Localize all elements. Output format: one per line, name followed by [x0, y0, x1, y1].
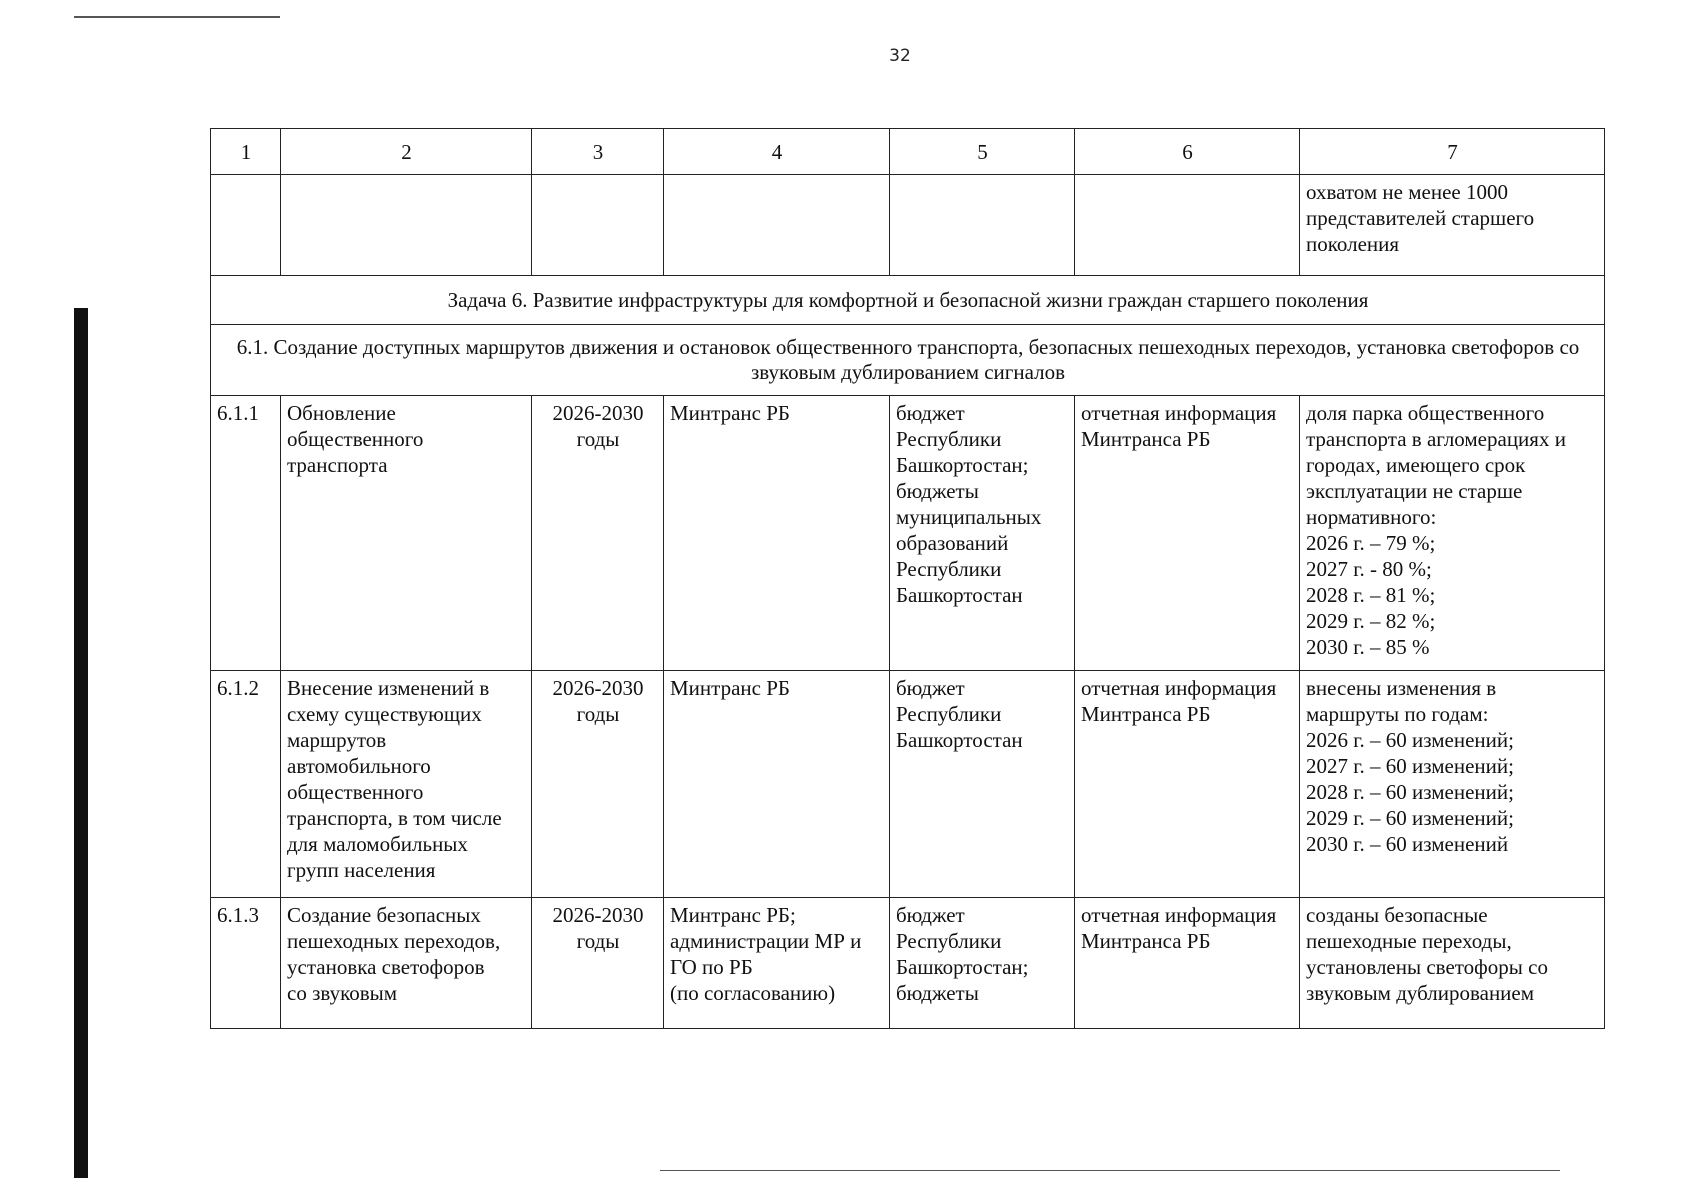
empty-cell — [890, 175, 1075, 276]
text-line: Башкортостан; — [896, 955, 1029, 979]
text-line: бюджет — [896, 676, 965, 700]
executor-cell — [664, 671, 890, 898]
text-line: 2028 г. – 60 изменений; — [1306, 780, 1514, 804]
text-line: пешеходные переходы, — [1306, 929, 1512, 953]
text-line: Минтранс РБ; — [670, 903, 796, 927]
reporting-cell — [1075, 396, 1300, 671]
text-line: нормативного: — [1306, 505, 1437, 529]
empty-cell — [1075, 175, 1300, 276]
text-line: годы — [576, 702, 620, 726]
column-number-row — [211, 129, 1605, 175]
period-cell — [532, 671, 664, 898]
measure-cell — [281, 671, 532, 898]
text-line: отчетная информация — [1081, 676, 1277, 700]
text-line: для маломобильных — [287, 832, 468, 856]
indicator-cell — [1300, 671, 1605, 898]
text-line: отчетная информация — [1081, 401, 1277, 425]
table-row — [211, 671, 1605, 898]
scan-edge-line-bottom — [660, 1170, 1560, 1171]
text-line: Минтранс РБ — [670, 401, 790, 425]
reporting-cell — [1075, 671, 1300, 898]
measure-cell — [281, 396, 532, 671]
text-line: 2027 г. – 60 изменений; — [1306, 754, 1514, 778]
column-number: 5 — [890, 129, 1075, 175]
funding-cell — [890, 898, 1075, 1029]
continuation-row — [211, 175, 1605, 276]
column-number: 3 — [532, 129, 664, 175]
scan-edge-line-top — [74, 16, 280, 18]
text-line: Минтранс РБ — [670, 676, 790, 700]
text-line: отчетная информация — [1081, 903, 1277, 927]
period-cell — [532, 396, 664, 671]
column-number: 1 — [211, 129, 281, 175]
text-line: 2026-2030 — [552, 401, 644, 425]
text-line: бюджет — [896, 903, 965, 927]
column-number: 7 — [1300, 129, 1605, 175]
text-line: групп населения — [287, 858, 436, 882]
text-line: автомобильного — [287, 754, 431, 778]
text-line: 2029 г. – 82 %; — [1306, 609, 1436, 633]
text-line: 2030 г. – 60 изменений — [1306, 832, 1509, 856]
text-line: образований — [896, 531, 1009, 555]
text-line: транспорта — [287, 453, 388, 477]
empty-cell — [211, 175, 281, 276]
text-line: 2026 г. – 60 изменений; — [1306, 728, 1514, 752]
text-line: Минтранса РБ — [1081, 929, 1211, 953]
column-number: 2 — [281, 129, 532, 175]
subtask-heading: 6.1. Создание доступных маршрутов движения и остановок общественного транспорта, безопасных пешеходных переходов, установка светофоров со звуковым дублированием сигналов — [211, 325, 1605, 396]
text-line: Минтранса РБ — [1081, 427, 1211, 451]
row-number: 6.1.3 — [211, 898, 281, 1029]
text-line: 2028 г. – 81 %; — [1306, 583, 1436, 607]
text-line: годы — [576, 427, 620, 451]
text-line: администрации МР и — [670, 929, 862, 953]
executor-cell — [664, 396, 890, 671]
text-line: Минтранса РБ — [1081, 702, 1211, 726]
indicator-cell — [1300, 396, 1605, 671]
text-line: маршрутов — [287, 728, 387, 752]
page-number: 32 — [889, 46, 911, 66]
text-line: 2026 г. – 79 %; — [1306, 531, 1436, 555]
text-line: Внесение изменений в — [287, 676, 490, 700]
text-line: Республики — [896, 929, 1002, 953]
text-line: звуковым дублированием — [1306, 981, 1535, 1005]
scan-edge-bar-left — [74, 308, 88, 1178]
text-line: схему существующих — [287, 702, 482, 726]
funding-cell — [890, 671, 1075, 898]
text-line: Создание безопасных — [287, 903, 481, 927]
text-line: (по согласованию) — [670, 981, 836, 1005]
text-line: муниципальных — [896, 505, 1042, 529]
text-line: транспорта в агломерациях и — [1306, 427, 1566, 451]
column-number: 6 — [1075, 129, 1300, 175]
text-line: ГО по РБ — [670, 955, 753, 979]
text-line: 2029 г. – 60 изменений; — [1306, 806, 1514, 830]
row-number: 6.1.2 — [211, 671, 281, 898]
text-line: пешеходных переходов, — [287, 929, 501, 953]
column-number: 4 — [664, 129, 890, 175]
text-line: установлены светофоры со — [1306, 955, 1548, 979]
text-line: 2030 г. – 85 % — [1306, 635, 1430, 659]
text-line: городах, имеющего срок — [1306, 453, 1526, 477]
indicator-cell — [1300, 898, 1605, 1029]
indicator-line: представителей старшего — [1306, 206, 1535, 230]
text-line: Республики — [896, 557, 1002, 581]
text-line: бюджет — [896, 401, 965, 425]
text-line: Обновление — [287, 401, 396, 425]
text-line: Башкортостан — [896, 583, 1023, 607]
indicator-line: охватом не менее 1000 — [1306, 180, 1508, 204]
task-heading: Задача 6. Развитие инфраструктуры для комфортной и безопасной жизни граждан старшего поколения — [211, 276, 1605, 325]
text-line: доля парка общественного — [1306, 401, 1545, 425]
text-line: 2027 г. - 80 %; — [1306, 557, 1432, 581]
funding-cell — [890, 396, 1075, 671]
text-line: маршруты по годам: — [1306, 702, 1489, 726]
text-line: годы — [576, 929, 620, 953]
empty-cell — [664, 175, 890, 276]
measure-cell — [281, 898, 532, 1029]
text-line: созданы безопасные — [1306, 903, 1488, 927]
text-line: бюджеты — [896, 479, 979, 503]
empty-cell — [281, 175, 532, 276]
text-line: бюджеты — [896, 981, 979, 1005]
table-row — [211, 898, 1605, 1029]
row-number: 6.1.1 — [211, 396, 281, 671]
empty-cell — [532, 175, 664, 276]
text-line: общественного — [287, 427, 424, 451]
text-line: Башкортостан; — [896, 453, 1029, 477]
subtask-heading-row — [211, 325, 1605, 396]
text-line: эксплуатации не старше — [1306, 479, 1523, 503]
period-cell — [532, 898, 664, 1029]
text-line: транспорта, в том числе — [287, 806, 502, 830]
table-row — [211, 396, 1605, 671]
text-line: Башкортостан — [896, 728, 1023, 752]
indicator-cell — [1300, 175, 1605, 276]
text-line: общественного — [287, 780, 424, 804]
measures-table — [210, 128, 1605, 1029]
text-line: Республики — [896, 427, 1002, 451]
indicator-line: поколения — [1306, 232, 1400, 256]
executor-cell — [664, 898, 890, 1029]
reporting-cell — [1075, 898, 1300, 1029]
text-line: 2026-2030 — [552, 676, 644, 700]
task-heading-row — [211, 276, 1605, 325]
text-line: внесены изменения в — [1306, 676, 1497, 700]
text-line: Республики — [896, 702, 1002, 726]
text-line: установка светофоров — [287, 955, 485, 979]
text-line: 2026-2030 — [552, 903, 644, 927]
text-line: со звуковым — [287, 981, 398, 1005]
